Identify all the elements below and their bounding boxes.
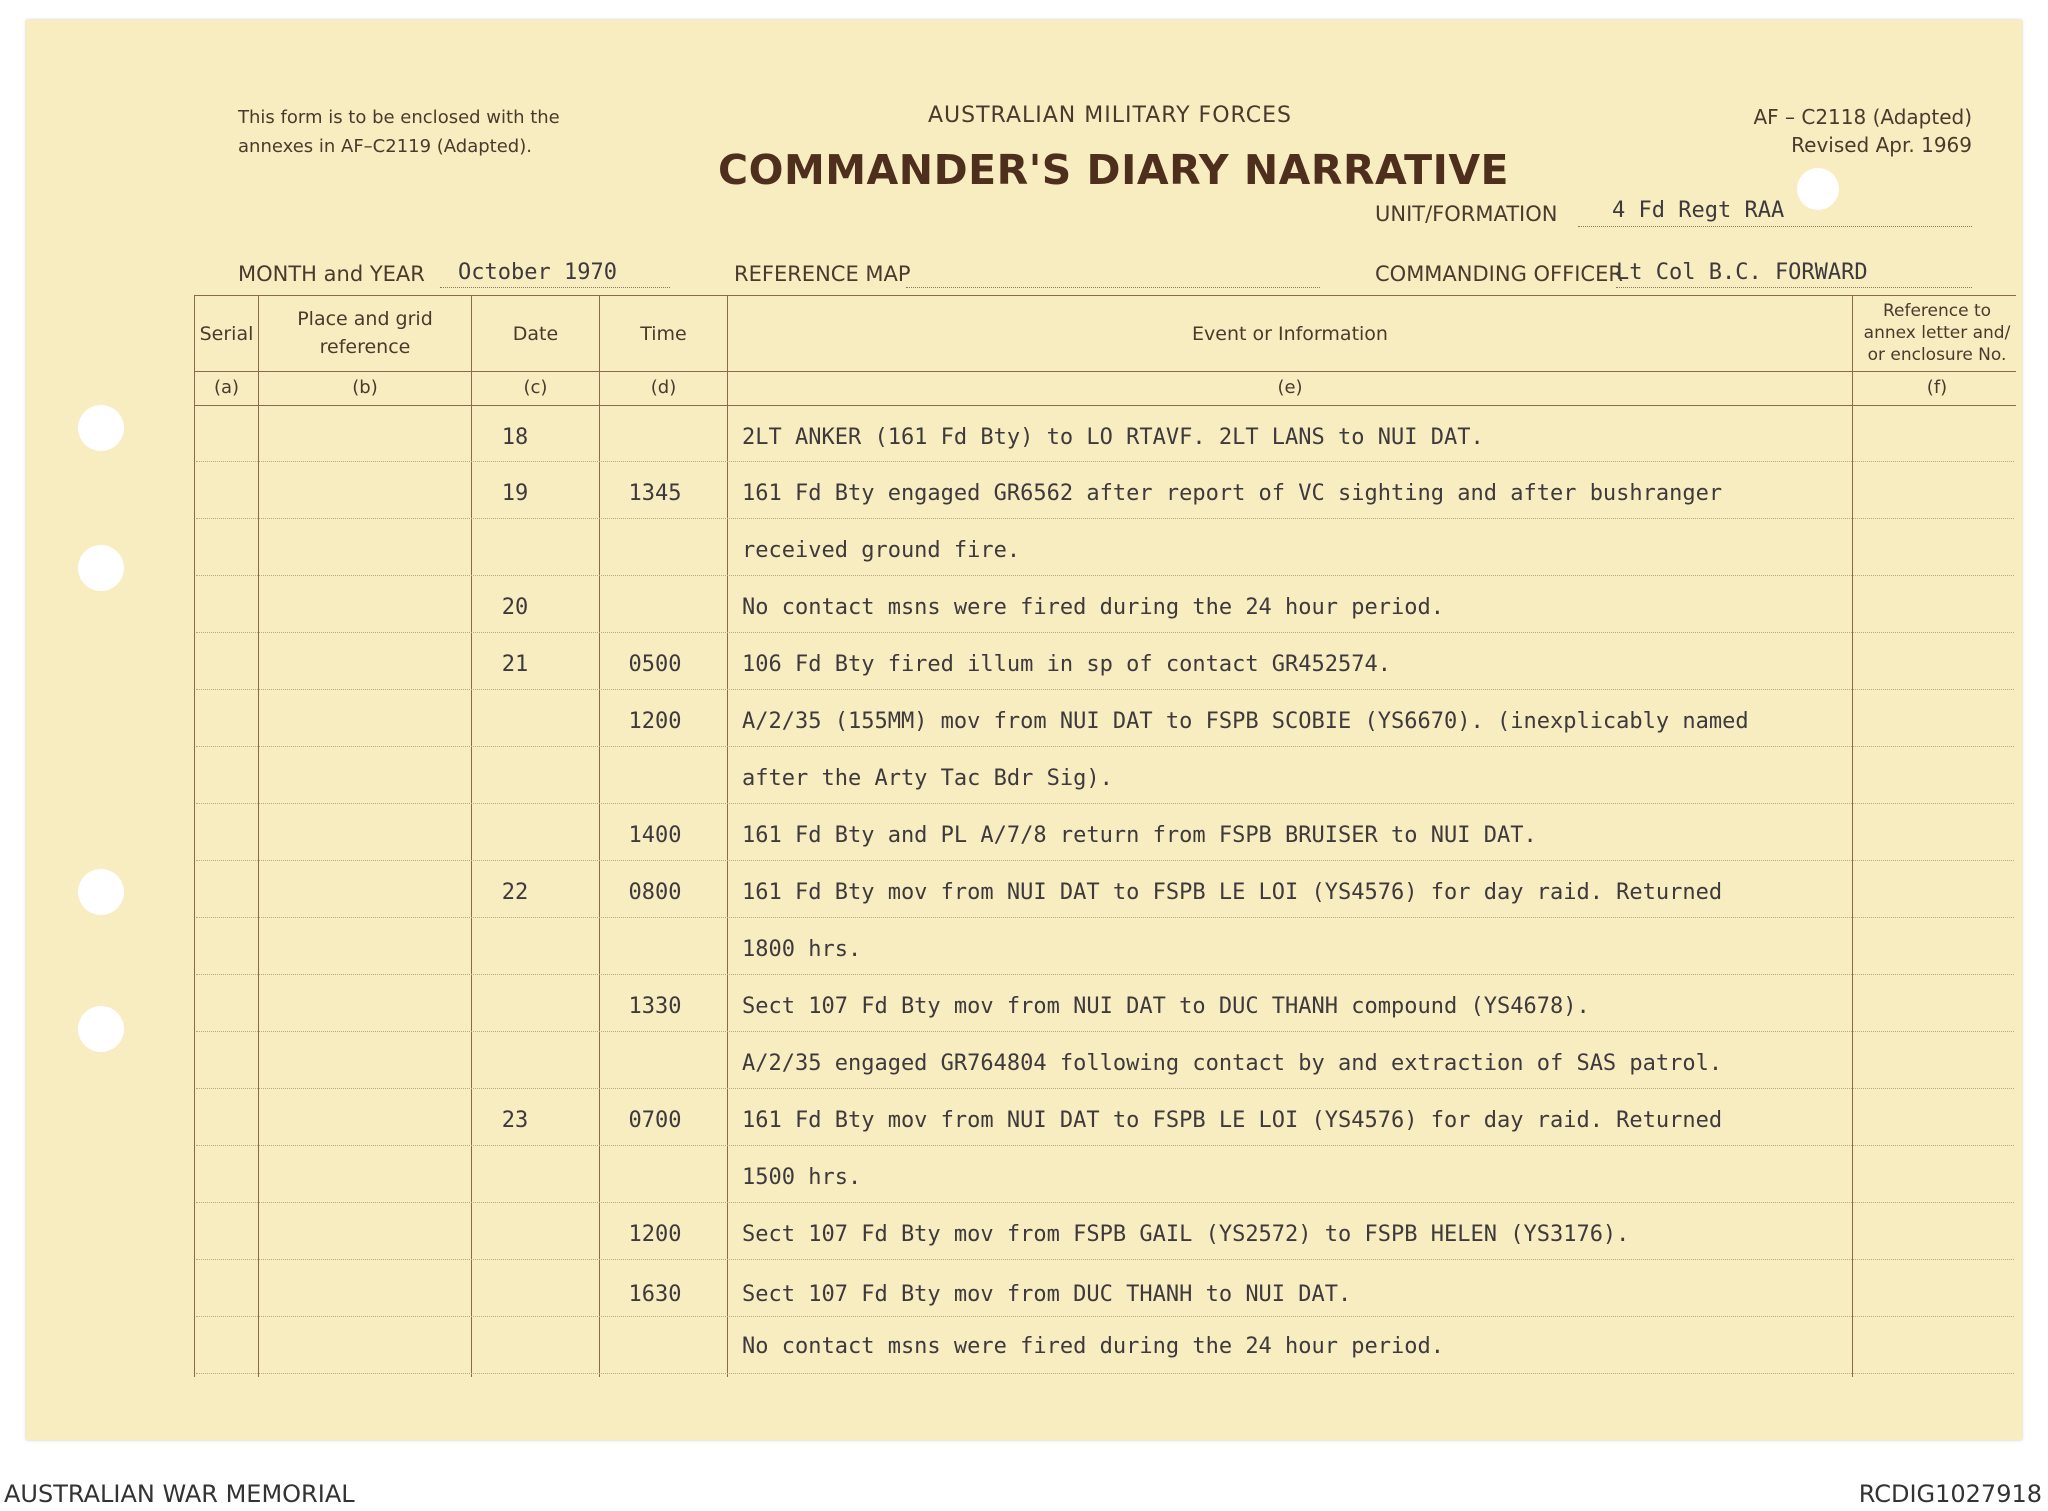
row-event: No contact msns were fired during the 24 hour period. [742,1334,1444,1359]
row-time: 1200 [628,1222,682,1247]
row-event: Sect 107 Fd Bty mov from NUI DAT to DUC THANH compound (YS4678). [742,994,1590,1019]
row-time: 0500 [628,652,682,677]
form-number: AF – C2118 (Adapted) [1753,105,1972,129]
punch-hole-3 [78,869,124,915]
col-place-header-line2: reference [319,336,411,358]
row-event: 2LT ANKER (161 Fd Bty) to LO RTAVF. 2LT LANS to NUI DAT. [742,425,1484,450]
month-year-value: October 1970 [458,260,617,285]
row-event: A/2/35 (155MM) mov from NUI DAT to FSPB SCOBIE (YS6670). (inexplicably named [742,709,1749,734]
archive-reference: RCDIG1027918 [1858,1480,2042,1508]
unit-value: 4 Fd Regt RAA [1612,198,1785,223]
archive-credit: AUSTRALIAN WAR MEMORIAL [4,1480,355,1508]
col-place-header-line1: Place and grid [297,308,433,330]
row-event: 161 Fd Bty mov from NUI DAT to FSPB LE LOI (YS4576) for day raid. Returned [742,1108,1723,1133]
row-date: 22 [501,880,529,905]
row-event: Sect 107 Fd Bty mov from DUC THANH to NUI DAT. [742,1282,1352,1307]
col-place-header [259,305,471,361]
row-event: 161 Fd Bty engaged GR6562 after report of VC sighting and after bushranger [742,481,1723,506]
col-sub-a: (a) [213,377,240,398]
unit-label: UNIT/FORMATION [1375,202,1558,226]
revision-date: Revised Apr. 1969 [1791,133,1972,157]
row-time: 1200 [628,709,682,734]
col-event-header: Event or Information [1192,323,1388,345]
col-date-header: Date [512,323,559,345]
co-dotted-line [1616,287,1972,288]
commanding-officer-label: COMMANDING OFFICER [1375,262,1623,286]
reference-map-dotted-line [906,287,1320,288]
enclosure-note-line1: This form is to be enclosed with the [238,107,560,128]
enclosure-note [238,103,560,161]
row-date: 20 [501,595,529,620]
row-date: 21 [501,652,529,677]
row-event: No contact msns were fired during the 24 hour period. [742,595,1444,620]
row-event: 1800 hrs. [742,937,862,962]
organisation-name: AUSTRALIAN MILITARY FORCES [928,103,1292,128]
col-time-header: Time [640,323,687,345]
col-reference-header [1853,300,2021,366]
row-date: 19 [501,481,529,506]
col-sub-e: (e) [1277,377,1303,398]
row-time: 1330 [628,994,682,1019]
row-event: received ground fire. [742,538,1021,563]
unit-dotted-line [1578,226,1972,227]
col-reference-header-line1: Reference to [1882,301,1992,321]
col-sub-f: (f) [1926,377,1948,398]
punch-hole-1 [78,405,124,451]
col-sub-c: (c) [523,377,548,398]
col-reference-header-line2: annex letter and/ [1863,323,2011,343]
row-event: 161 Fd Bty and PL A/7/8 return from FSPB BRUISER to NUI DAT. [742,823,1537,848]
row-date: 23 [501,1108,529,1133]
row-time: 0800 [628,880,682,905]
row-event: Sect 107 Fd Bty mov from FSPB GAIL (YS2572) to FSPB HELEN (YS3176). [742,1222,1630,1247]
punch-hole-2 [78,545,124,591]
row-event: 106 Fd Bty fired illum in sp of contact GR452574. [742,652,1392,677]
month-year-label: MONTH and YEAR [238,262,425,286]
row-time: 1400 [628,823,682,848]
col-sub-b: (b) [352,377,378,398]
row-time: 1630 [628,1282,682,1307]
row-event: 161 Fd Bty mov from NUI DAT to FSPB LE LOI (YS4576) for day raid. Returned [742,880,1723,905]
enclosure-note-line2: annexes in AF–C2119 (Adapted). [238,136,532,157]
form-number-block [1620,103,1972,159]
page-title: COMMANDER'S DIARY NARRATIVE [718,146,1510,194]
month-dotted-line [440,287,670,288]
row-time: 1345 [628,481,682,506]
row-time: 0700 [628,1108,682,1133]
row-event: after the Arty Tac Bdr Sig). [742,766,1113,791]
col-serial-header: Serial [199,323,254,345]
row-event: 1500 hrs. [742,1165,862,1190]
punch-hole-5 [1797,168,1839,210]
col-reference-header-line3: or enclosure No. [1867,345,2007,365]
row-event: A/2/35 engaged GR764804 following contact by and extraction of SAS patrol. [742,1051,1723,1076]
reference-map-label: REFERENCE MAP [734,262,911,286]
punch-hole-4 [78,1006,124,1052]
col-sub-d: (d) [650,377,677,398]
commanding-officer-value: Lt Col B.C. FORWARD [1616,260,1868,285]
row-date: 18 [501,425,529,450]
